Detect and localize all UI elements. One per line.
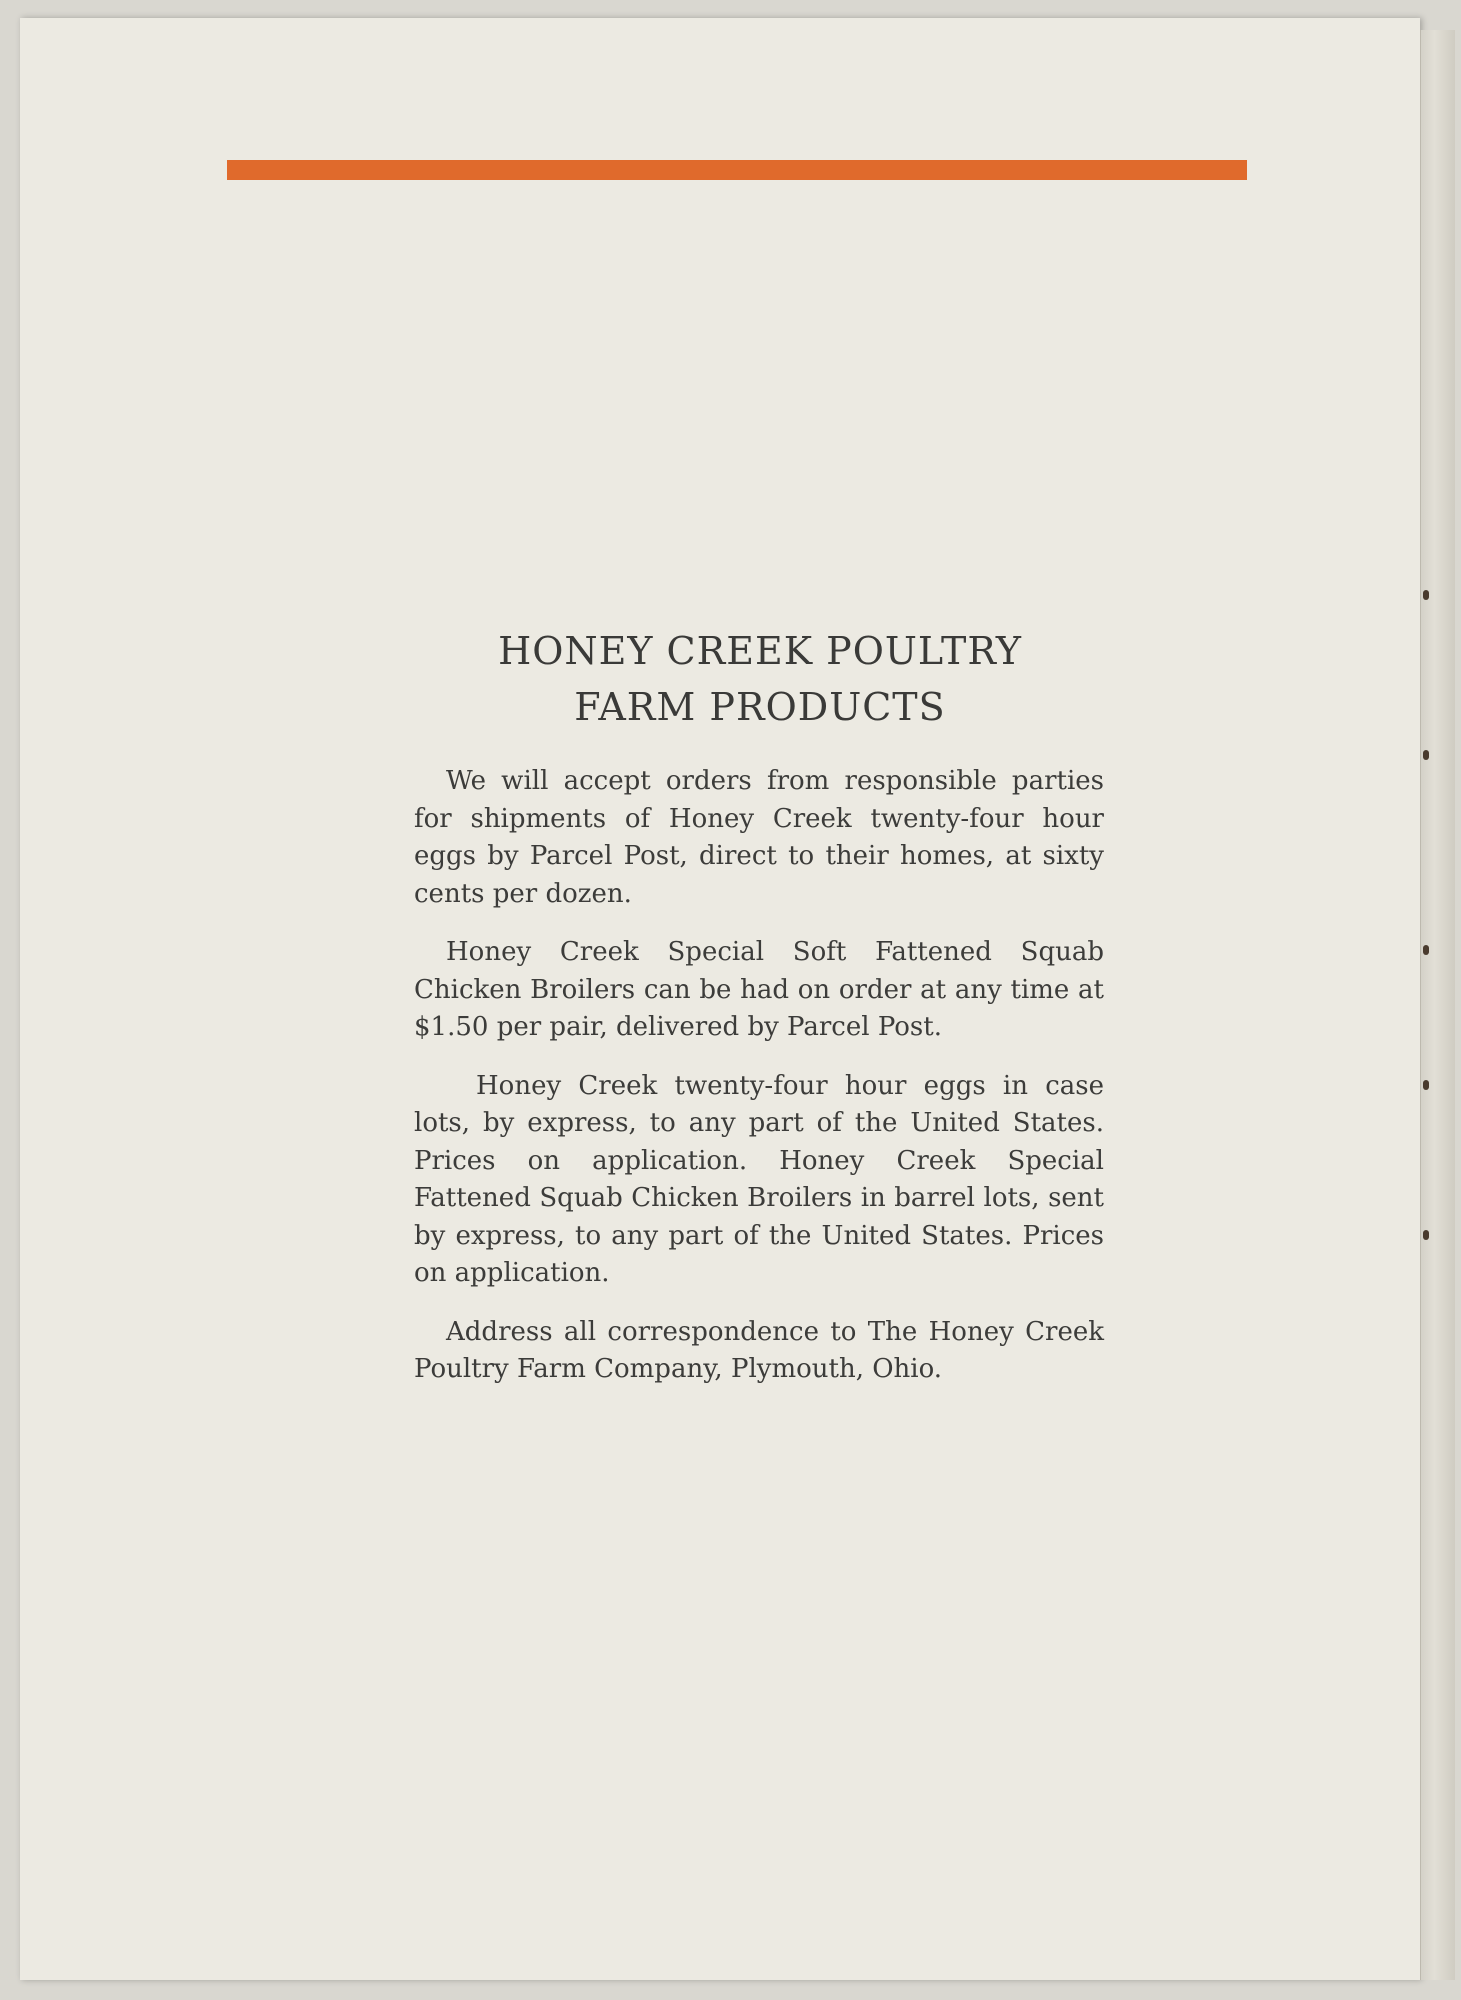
staple-mark (1423, 1080, 1429, 1090)
staple-mark (1423, 590, 1429, 600)
page-title (360, 623, 1160, 735)
staple-mark (1423, 945, 1429, 955)
page (20, 18, 1420, 1980)
paragraph-express-lots: Honey Creek twenty-four hour eggs in case lots, by express, to any part of the United States. Prices on application. Honey Creek Special Fattened Squab Chicken Broilers in barrel lots, sent by express, to any part of the United States. Prices on application. (414, 1070, 1104, 1288)
body-text (414, 763, 1104, 1410)
page-edge (1420, 30, 1455, 1980)
title-line-1: HONEY CREEK POULTRY (498, 629, 1022, 673)
paragraph-eggs-parcel-post: We will accept orders from responsible parties for shipments of Honey Creek twenty-four hour eggs by Parcel Post, direct to their homes, at sixty cents per dozen. (414, 766, 1104, 909)
staple-mark (1423, 750, 1429, 760)
staple-mark (1423, 1230, 1429, 1240)
paragraph-broilers-parcel-post: Honey Creek Special Soft Fattened Squab Chicken Broilers can be had on order at any time at $1.50 per pair, delivered by Parcel Post. (414, 937, 1104, 1042)
title-line-2: FARM PRODUCTS (574, 685, 946, 729)
orange-rule (227, 160, 1247, 180)
paragraph-address: Address all correspondence to The Honey Creek Poultry Farm Company, Plymouth, Ohio. (414, 1316, 1104, 1384)
